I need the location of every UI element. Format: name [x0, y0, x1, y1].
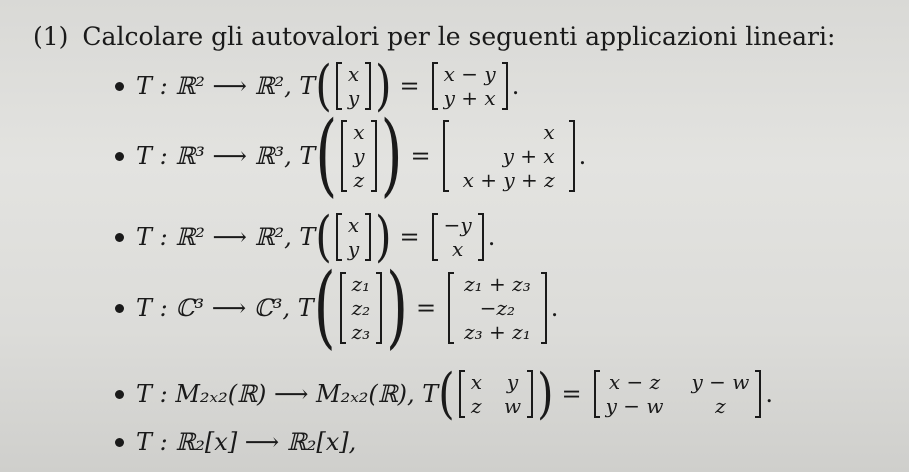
matrix-entry: z₂ [351, 296, 371, 320]
map-definition: T : M₂ₓ₂(ℝ) ⟶ M₂ₓ₂(ℝ), T [136, 380, 439, 408]
matrix-entry: x + y + z [462, 168, 555, 192]
bullet-icon [115, 438, 124, 447]
list-item [115, 103, 587, 208]
exercise-instruction: Calcolare gli autovalori per le seguenti applicazioni lineari: [82, 22, 836, 51]
matrix-entry: z [715, 394, 726, 418]
equals-sign: = [410, 142, 431, 170]
period: . [578, 142, 587, 170]
matrix-entry: x [470, 370, 482, 394]
output-matrix [594, 370, 762, 418]
matrix-entry: y [353, 144, 365, 168]
list-item [115, 361, 774, 426]
output-vector [443, 120, 575, 192]
input-vector [340, 272, 383, 344]
equals-sign: = [399, 223, 420, 251]
matrix-entry: y [347, 86, 360, 110]
paren-close: ) [537, 361, 554, 426]
period: . [550, 294, 559, 322]
exercise-number: (1) [33, 22, 69, 51]
matrix-grid [471, 370, 521, 418]
bullet-icon [115, 233, 124, 242]
period: . [511, 72, 520, 100]
input-matrix [459, 370, 533, 418]
matrix-entry: y − w [605, 394, 664, 418]
input-vector [341, 120, 376, 192]
matrix-entry: w [503, 394, 522, 418]
map-definition: T : ℂ³ ⟶ ℂ³, T [136, 294, 314, 322]
map-definition: T : ℝ³ ⟶ ℝ³, T [136, 142, 316, 170]
list-item [115, 428, 356, 456]
list-item [115, 255, 559, 360]
paren-close: ) [386, 255, 409, 360]
matrix-entry: x [353, 120, 365, 144]
matrix-entry: x [347, 213, 360, 237]
matrix-entry: x [543, 120, 555, 144]
bullet-icon [115, 152, 124, 161]
exercise-heading [33, 22, 835, 51]
map-definition: T : ℝ² ⟶ ℝ², T [136, 72, 316, 100]
matrix-entry: −z₂ [479, 296, 516, 320]
matrix-entry: x [347, 62, 360, 86]
paren-open: ( [315, 204, 332, 269]
matrix-entry: x − z [608, 370, 661, 394]
matrix-entry: y + x [502, 144, 555, 168]
paren-open: ( [315, 53, 332, 118]
matrix-grid [606, 370, 750, 418]
matrix-entry: z₃ [351, 320, 371, 344]
equals-sign: = [416, 294, 437, 322]
matrix-entry: −y [443, 213, 472, 237]
map-definition: T : ℝ₂[x] ⟶ ℝ₂[x], [136, 428, 357, 456]
paren-open: ( [313, 255, 336, 360]
list-item [115, 204, 496, 269]
output-vector [432, 213, 484, 261]
matrix-entry: y + x [443, 86, 496, 110]
matrix-entry: x − y [443, 62, 496, 86]
bullet-icon [115, 304, 124, 313]
period: . [765, 380, 774, 408]
input-vector [336, 62, 371, 110]
equals-sign: = [561, 380, 582, 408]
map-definition: T : ℝ² ⟶ ℝ², T [136, 223, 316, 251]
input-vector [336, 213, 371, 261]
paren-open: ( [438, 361, 455, 426]
matrix-entry: z [353, 168, 365, 192]
matrix-entry: y − w [691, 370, 750, 394]
paren-close: ) [375, 204, 392, 269]
matrix-entry: x [452, 237, 464, 261]
paren-close: ) [375, 53, 392, 118]
matrix-entry: y [506, 370, 519, 394]
equals-sign: = [399, 72, 420, 100]
output-vector [432, 62, 508, 110]
matrix-entry: z₃ + z₁ [464, 320, 531, 344]
output-vector [448, 272, 547, 344]
matrix-entry: y [347, 237, 360, 261]
matrix-entry: z [471, 394, 482, 418]
paren-open: ( [315, 103, 338, 208]
bullet-icon [115, 82, 124, 91]
paren-close: ) [380, 103, 403, 208]
matrix-entry: z₁ + z₃ [464, 272, 531, 296]
bullet-icon [115, 390, 124, 399]
period: . [487, 223, 496, 251]
matrix-entry: z₁ [351, 272, 371, 296]
